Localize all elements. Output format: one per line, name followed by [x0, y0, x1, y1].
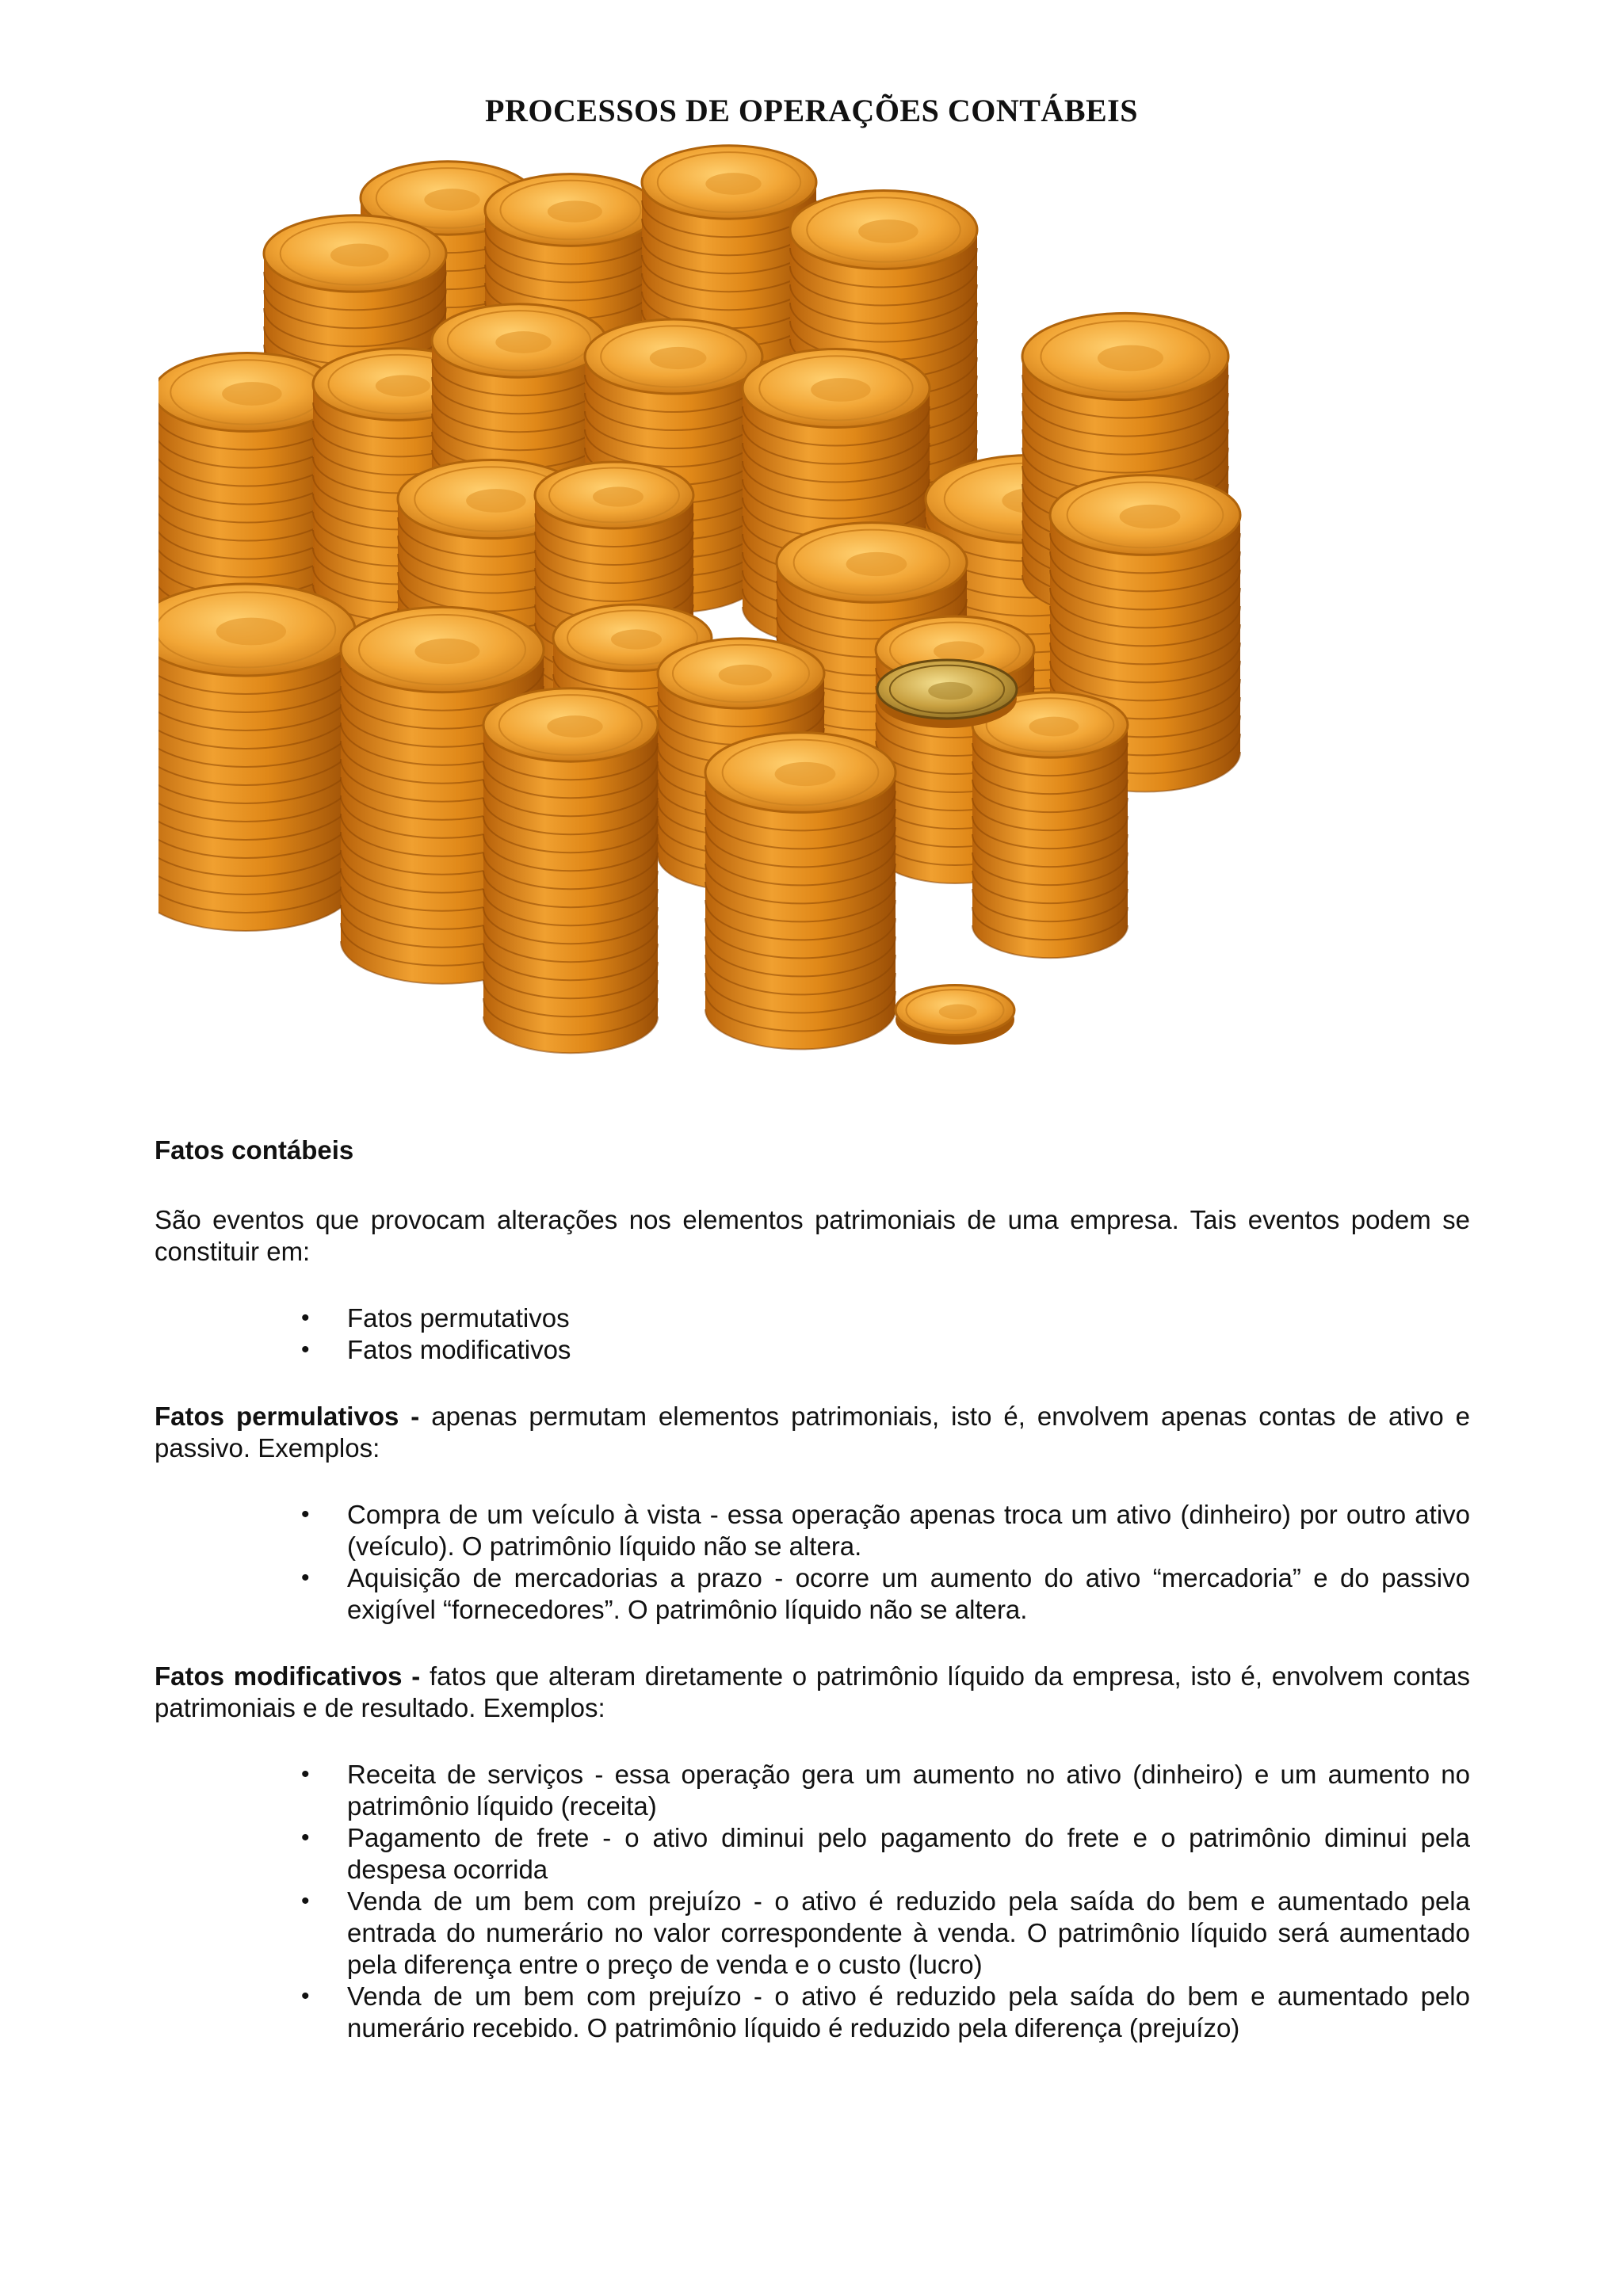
list-item: • Venda de um bem com prejuízo - o ativo é reduzido pela saída do bem e aumentado pela entrada do numerário no valor correspondente à venda. O patrimônio líquido será aumentado pela diferença entre o preço de venda e o custo (lucro): [301, 1886, 1470, 1979]
modificativos-paragraph: Fatos modificativos - fatos que alteram diretamente o patrimônio líquido da empresa, isto é, envolvem contas patrimoniais e de resultado. Exemplos:: [155, 1661, 1470, 1722]
list-item: • Aquisição de mercadorias a prazo - ocorre um aumento do ativo “mercadoria” e do passivo exigível “fornecedores”. O patrimônio líquido não se altera.: [301, 1563, 1470, 1624]
permulativos-label: Fatos permulativos -: [155, 1402, 420, 1431]
document-body: [155, 1135, 1470, 2079]
list-item: • Fatos permutativos: [301, 1303, 570, 1333]
fatos-types-list: [155, 1302, 1470, 1366]
coin-stack-icon: [877, 660, 1017, 728]
bullet-icon: •: [301, 1305, 310, 1331]
coins-illustration-icon: [158, 135, 1347, 1085]
bullet-icon: •: [301, 1983, 310, 2009]
coin-stack-icon: [705, 733, 896, 1050]
bullet-icon: •: [301, 1888, 310, 1914]
modificativos-examples-list: [155, 1759, 1470, 2044]
bullet-icon: •: [301, 1337, 310, 1363]
bullet-icon: •: [301, 1825, 310, 1851]
section-heading-fatos-contabeis: Fatos contábeis: [155, 1135, 354, 1165]
coin-stack-icon: [483, 688, 658, 1053]
intro-paragraph: São eventos que provocam alterações nos elementos patrimoniais de uma empresa. Tais eventos podem se constituir em:: [155, 1205, 1470, 1266]
gold-coins-image: [158, 135, 1347, 1085]
modificativos-label: Fatos modificativos -: [155, 1661, 421, 1691]
page-title: PROCESSOS DE OPERAÇÕES CONTÁBEIS: [485, 93, 1138, 128]
coin-stack-icon: [896, 986, 1014, 1045]
list-item: • Receita de serviços - essa operação gera um aumento no ativo (dinheiro) e um aumento no patrimônio líquido (receita): [301, 1760, 1470, 1821]
list-item: • Pagamento de frete - o ativo diminui pelo pagamento do frete e o patrimônio diminui pela despesa ocorrida: [301, 1823, 1470, 1884]
list-item: • Venda de um bem com prejuízo - o ativo é reduzido pela saída do bem e aumentado pelo numerário recebido. O patrimônio líquido é reduzido pela diferença (prejuízo): [301, 1981, 1470, 2042]
permulativos-examples-list: [155, 1499, 1470, 1626]
bullet-icon: •: [301, 1565, 310, 1591]
coin-stack-icon: [158, 584, 355, 931]
coin-stack-icon: [972, 692, 1128, 958]
list-item: • Fatos modificativos: [301, 1335, 571, 1364]
bullet-icon: •: [301, 1501, 310, 1527]
bullet-icon: •: [301, 1761, 310, 1787]
permulativos-paragraph: Fatos permulativos - apenas permutam elementos patrimoniais, isto é, envolvem apenas contas de ativo e passivo. Exemplos:: [155, 1402, 1471, 1463]
list-item: • Compra de um veículo à vista - essa operação apenas troca um ativo (dinheiro) por outro ativo (veículo). O patrimônio líquido não se altera.: [301, 1500, 1470, 1561]
